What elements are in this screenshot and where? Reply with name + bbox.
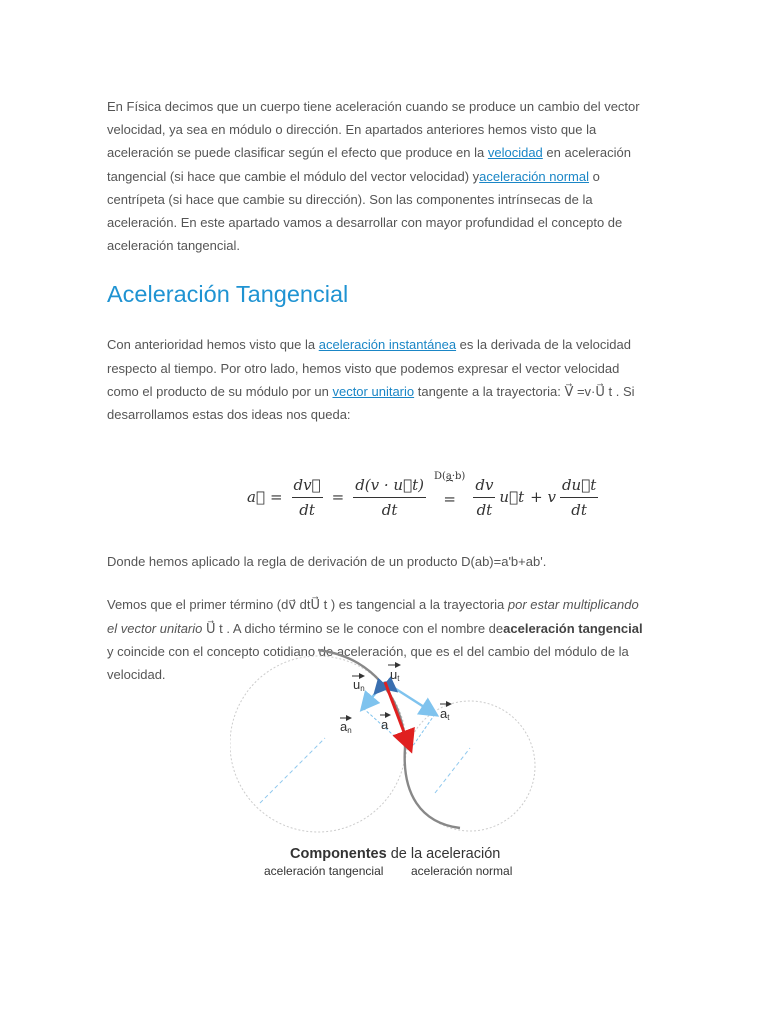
eq-f4-num: du⃗t bbox=[560, 476, 598, 498]
intro-text-2: en aceleración tangencial (si hace que cambie el módulo del vector velocidad) y bbox=[107, 145, 631, 184]
derivative-equation bbox=[247, 456, 602, 538]
eq-fraction-1 bbox=[292, 476, 323, 519]
para4-strong: aceleración tangencial bbox=[503, 620, 643, 636]
para2-text-2: es la derivada de la velocidad respecto al tiempo. Por otro lado, hemos visto que podemos expresar el vector velocidad como el producto de su módulo por un bbox=[107, 337, 631, 399]
eq-unit-tangent: u⃗t bbox=[499, 488, 525, 507]
eq-fraction-3 bbox=[473, 476, 495, 519]
label-at: at bbox=[440, 706, 450, 722]
eq-equals-2: = bbox=[331, 488, 345, 507]
caption-left: aceleración tangencial bbox=[264, 864, 384, 878]
product-rule-paragraph: Donde hemos aplicado la regla de derivación de un producto D(ab)=a'b+ab'. bbox=[107, 554, 547, 570]
label-a: a bbox=[381, 717, 389, 732]
intro-text-3: o centrípeta (si hace que cambie su dirección). Son las componentes intrínsecas de la aceleración. En este apartado vamos a desarrollar con mayor profundidad el concepto de aceleración tangencial. bbox=[107, 168, 623, 254]
eq-equals-3: = bbox=[443, 489, 456, 508]
eq-f2-den: dt bbox=[381, 500, 398, 519]
para4-text-3: y coincide con el concepto cotidiano de aceleración, que es el del cambio del módulo de la velocidad. bbox=[107, 643, 629, 683]
trajectory-path bbox=[318, 650, 460, 828]
definition-paragraph bbox=[107, 333, 652, 426]
acceleration-components-figure bbox=[230, 648, 540, 888]
eq-lhs: a⃗ bbox=[247, 488, 265, 507]
article-content bbox=[107, 95, 652, 686]
eq-equals-1: = bbox=[269, 488, 283, 507]
section-heading: Aceleración Tangencial bbox=[107, 281, 349, 308]
radius-line-left bbox=[260, 738, 325, 803]
eq-f3-num: dv bbox=[473, 476, 495, 498]
intro-paragraph bbox=[107, 95, 652, 257]
link-velocidad[interactable]: velocidad bbox=[487, 145, 543, 161]
eq-f4-den: dt bbox=[571, 500, 587, 519]
para2-text-1: Con anterioridad hemos visto que la bbox=[107, 337, 319, 353]
link-aceleracion-instantanea[interactable]: aceleración instantánea bbox=[318, 337, 457, 353]
label-an: an bbox=[340, 719, 352, 735]
para4-text-2: U⃗ t . A dicho término se le conoce con el nombre de bbox=[202, 620, 504, 636]
eq-product-rule-brace bbox=[434, 471, 465, 508]
caption-right: aceleración normal bbox=[411, 864, 513, 878]
equation-block bbox=[107, 456, 652, 538]
eq-fraction-2 bbox=[353, 476, 426, 519]
label-un: un bbox=[353, 677, 365, 693]
projection-line-2 bbox=[410, 714, 435, 750]
eq-f1-den: dt bbox=[299, 500, 315, 519]
intro-text-1: En Física decimos que un cuerpo tiene aceleración cuando se produce un cambio del vector velocidad, ya sea en módulo o dirección. En apartados anteriores hemos visto que la aceleración se puede clasificar según el efecto que produce en la bbox=[107, 99, 640, 161]
para4-emphasis: por estar multiplicando el vector unitario bbox=[107, 597, 639, 636]
para2-text-3: tangente a la trayectoria: bbox=[414, 383, 565, 399]
link-vector-unitario[interactable]: vector unitario bbox=[332, 383, 415, 399]
overbrace-icon: ⏞ bbox=[446, 478, 454, 493]
para2-text-4: . Si desarrollamos estas dos ideas nos queda: bbox=[107, 383, 635, 423]
inline-formula: V⃗ =v·U⃗ t bbox=[564, 383, 613, 399]
figure-caption: Componentes de la aceleración bbox=[290, 846, 501, 862]
eq-fraction-4 bbox=[560, 476, 598, 519]
eq-plus-v: + v bbox=[530, 488, 556, 507]
eq-f3-den: dt bbox=[476, 500, 493, 519]
para4-text-1: Vemos que el primer término (dv⃗ dtU⃗ t ) es tangencial a la trayectoria bbox=[107, 597, 508, 613]
eq-f1-num: dv⃗ bbox=[292, 476, 323, 498]
radius-line-right bbox=[435, 748, 470, 793]
eq-f2-num: d(v · u⃗t) bbox=[353, 476, 426, 498]
eq-brace-label: D(a·b) bbox=[433, 470, 466, 482]
link-aceleracion-normal[interactable]: aceleración normal bbox=[479, 168, 589, 184]
label-ut: ut bbox=[390, 667, 400, 683]
acceleration-diagram bbox=[230, 648, 540, 888]
